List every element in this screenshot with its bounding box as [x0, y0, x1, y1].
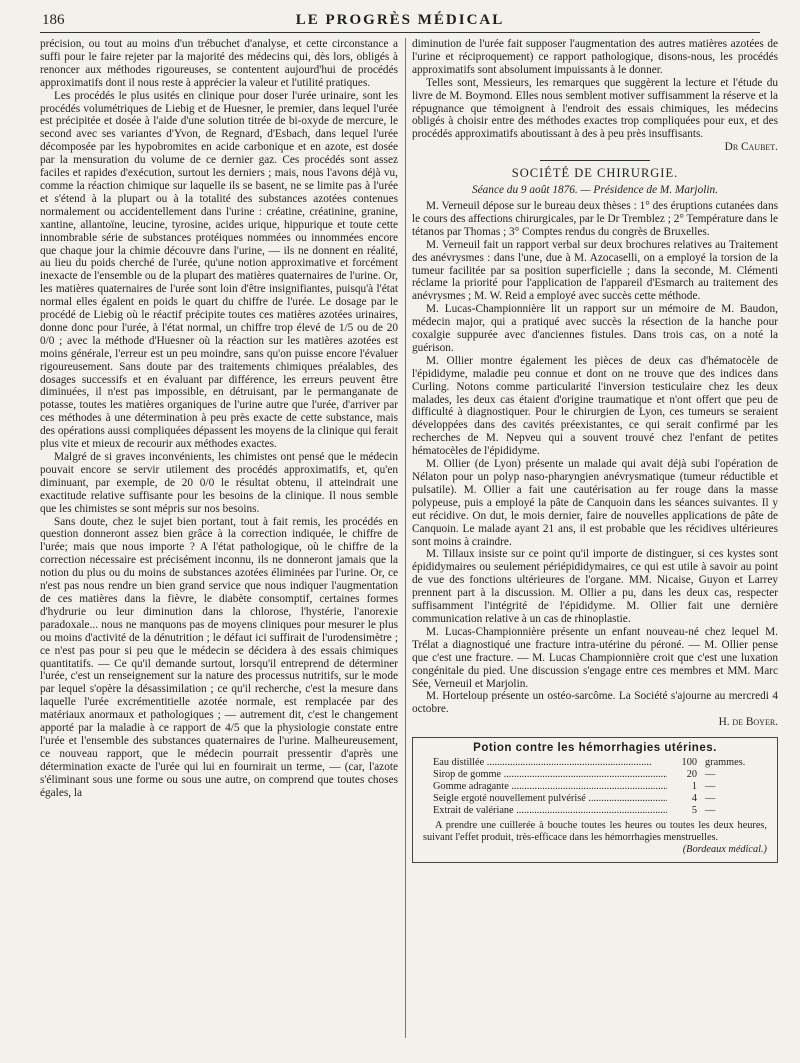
- ingredient-name: Extrait de valériane .....: [433, 805, 667, 817]
- ingredient-row: [423, 793, 767, 805]
- paragraph: M. Lucas-Championnière lit un rapport sur un mémoire de M. Baudon, médecin major, qui a pratiqué avec succès la résection de la hanche pour coxalgie suppurée avec d'anciennes fistules. Dans trois cas, on a noté la guérison.: [412, 303, 778, 354]
- paragraph: Malgré de si graves inconvénients, les chimistes ont pensé que le médecin pouvait encore se servir utilement des procédés approximatifs, et, qu'en diminuant, par exemple, de 20 0/0 le résultat obtenu, il atteindrait une exactitude relative suffisante pour les besoins de la clinique. Il nous semble que les chimistes se sont mépris sur nos besoins.: [40, 451, 398, 515]
- paragraph: M. Horteloup présente un ostéo-sarcôme. La Société s'ajourne au mercredi 4 octobre.: [412, 690, 778, 716]
- column-divider: [405, 38, 406, 1038]
- paragraph: diminution de l'urée fait supposer l'augmentation des autres matières azotées de l'urine et réciproquement) ce rapport pathologique, disons-nous, les procédés approximatifs sont absolument impuissants à le donner.: [412, 38, 778, 76]
- paragraph: Sans doute, chez le sujet bien portant, tout à fait remis, les procédés en question donneront assez bien grâce à la correction indiquée, le chiffre de l'urée; mais que nous importe ? A l'état pathologique, où le chiffre de la correction nécessaire est précisément inconnu, ils ne donneront jamais que la notion du plus ou du moins de substances azotées éliminées par l'urine. Or, ce n'est pas nous rendre un bien grand service que nous indiquer l'augmentation de ces matières dans la fièvre, le diabète consomptif, certaines formes d'hydrurie ou leur diminution dans la chlorose, l'hystérie, l'anorexie paradoxale... nous ne manquons pas de moyens cliniques pour mesurer le plus ou moins d'activité de la dénutrition ; le défaut ici suffirait de l'urodensimètre ; ce n'est pas pour si peu que le médecin se décidera à des essais chimiques quantitatifs. — Ce qu'il demande surtout, lorsqu'il entreprend de déterminer l'urée, c'est un renseignement sur la nature des processus nutritifs, sur le mode par lequel s'opère la désassimilation ; ce qu'il recherche, c'est la mesure dans laquelle l'urée excrémentitielle azotée normale, est remplacée par des matériaux anormaux et pathologiques ; — autrement dit, c'est le changement apporté par la maladie à ce rapport de 4/5 que la physiologie constate entre l'urée et l'ensemble des substances quaternaires de l'urine. Malheureusement, ce nouveau rapport, que le médecin pourrait pressentir d'après une détermination exacte de l'urée qui lui en fournirait un terme, — (car, l'azote s'éliminant sous une forme ou sous une autre, on comprend que toutes choses égales, la: [40, 515, 398, 799]
- recipe-box: [412, 737, 778, 863]
- recipe-source: (Bordeaux médical.): [682, 844, 767, 856]
- right-column: [412, 38, 778, 1043]
- ingredient-name: Gomme adragante .....: [433, 781, 667, 793]
- ingredient-name: Eau distillée .....: [433, 757, 667, 769]
- paragraph: précision, ou tout au moins d'un trébuchet d'analyse, et cette circonstance a suffi pour le faire rejeter par la majorité des médecins qui, dès lors, obligés à renoncer aux méthodes rigoureuses, se contentent aujourd'hui de procédés approximatifs dont il nous reste à apprécier la valeur et l'utilité pratiques.: [40, 38, 398, 89]
- ingredient-unit: —: [705, 793, 716, 805]
- page-header: [40, 8, 760, 33]
- ingredient-row: [423, 781, 767, 793]
- session-date: Séance du 9 août 1876. — Présidence de M. Marjolin.: [472, 184, 718, 197]
- session-line: [412, 184, 778, 197]
- ingredient-qty: 5: [691, 805, 697, 817]
- paragraph: M. Lucas-Championnière présente un enfant nouveau-né chez lequel M. Trélat a diagnostiqué une fracture intra-utérine du péroné. — M. Ollier pense que c'est une fracture. — M. Lucas Championnière croit que c'est une luxation congénitale du pied. Une discussion s'engage entre ces membres et MM. Marc Sée, Verneuil et Marjolin.: [412, 625, 778, 690]
- ingredient-unit: —: [705, 769, 716, 781]
- paragraph: M. Verneuil fait un rapport verbal sur deux brochures relatives au Traitement des anévrysmes : dans l'une, due à M. Azocaselli, on a employé la torsion de la tumeur facilitée par sa position superficielle ; dans la seconde, M. Clémenti réclame la priorité pour l'application de l'appareil d'Esmarch au traitement des anévrysmes ; M. W. Reid a employé avec succès cette méthode.: [412, 238, 778, 303]
- paragraph: M. Ollier (de Lyon) présente un malade qui avait déjà subi l'opération de Nélaton pour un polyp naso-pharyngien anévrysmatique (tumeur réductible et pulsatile). M. Ollier a fait une cautérisation au fer rouge dans la masse polypeuse, puis a employé la pâte de Canquoin dans les séances suivantes. Il y eut récidive. On dut, le mois dernier, faire de nouvelles applications de pâte de Canquoin. Le malade ayant 21 ans, il est probable que les récidives ultérieures sont moins à craindre.: [412, 458, 778, 548]
- ingredient-row: [423, 757, 767, 769]
- paragraph: M. Verneuil dépose sur le bureau deux thèses : 1° des éruptions cutanées dans le cours des affections chirurgicales, par le Dr Tremblez ; 2° Température dans le tétanos par Thomas ; 3° Comptes rendus du congrès de Bruxelles.: [412, 199, 778, 238]
- paragraph: Les procédés le plus usités en clinique pour doser l'urée urinaire, sont les procédés volumétriques de Liebig et de Huesner, le premier, dans lequel l'urée est précipitée et dosée à l'aide d'une solution titrée de bi-oxyde de mercure, le second avec ses variantes d'Yvon, de Regnard, d'Esbach, dans lequel l'urée décomposée par les hypobromites en acide carbonique et en azote, est dosée par la mensuration du volume de ce dernier gaz. Ces procédés sont assez faciles et rapides d'exécution, surtout les derniers ; mais, nous l'avons déjà vu, comme la réaction chimique sur laquelle ils se basent, ne se limite pas à l'urée et s'étend à la plupart ou à la totalité des substances azotées contenues normalement ou accidentellement dans l'urine : créatine, créatinine, granine, xantine, allantoïne, leucine, tyrosine, acides urique, hippurique et toute cette innombrable série de substances protéiques nommées ou innommées encore que chaque jour la chimie découvre dans l'urine, — ils ne donnent en réalité, au lieu du poids cherché de l'urée, qu'une notion approximative et forcément inexacte de l'ensemble ou de la plupart des matières quaternaires de l'urine. Or, les matières quaternaires de l'urée sont loin d'être insignifiantes, puisqu'à l'état normal elles égalent en poids le quart du chiffre de l'urée. Le dosage par le procédé de Liebig où le réactif précipite toutes ces matières azotées urinaires, donne donc pour l'urée, à l'état normal, un chiffre trop élevé de 1/5 ou de 20 0/0 ; avec la méthode d'Huesner où la réaction sur les matières azotées est moins générale, l'erreur est un peu moindre, sans qu'on puisse encore l'évaluer rigoureusement. Sans doute par des traitements chimiques préalables, des dosages successifs et en évaluant par différence, les erreurs peuvent être diminuées, il n'est pas impossible, en détruisant, par le permanganate de potasse, toutes les matières organiques de l'urine autre que l'urée, d'arriver par ces méthodes à une détermination à peu près exacte de cette substance, mais des opérations aussi compliquées dépassent les moyens de la clinique qui ferait plus vite et mieux de recourir aux méthodes exactes.: [40, 89, 398, 451]
- ingredient-unit: —: [705, 781, 716, 793]
- separator-rule: [540, 160, 650, 161]
- recipe-title: Potion contre les hémorrhagies utérines.: [473, 742, 717, 755]
- journal-title: LE PROGRÈS MÉDICAL: [295, 12, 505, 28]
- paragraph: M. Tillaux insiste sur ce point qu'il importe de distinguer, si ces kystes sont épididymaires ou seulement périépididymaires, ce qui est utile à savoir au point de vue des fonctions ultérieures de l'organe. MM. Nicaise, Guyon et Larrey prennent part à la discussion. M. Ollier a pu, dans les deux cas, respecter suffisamment l'intégrité de l'épididyme. M. Ollier fait une dernière communication relative à un cas de rhinoplastie.: [412, 548, 778, 625]
- ingredient-row: [423, 769, 767, 781]
- ingredient-name: Seigle ergoté nouvellement pulvérisé .....: [433, 793, 667, 805]
- ingredient-unit: —: [705, 805, 716, 817]
- ingredient-unit: grammes.: [705, 757, 746, 769]
- left-column: [40, 38, 398, 1043]
- recipe-instructions: A prendre une cuillerée à bouche toutes les heures ou toutes les deux heures, suivant l'effet produit, très-efficace dans les hémorrhagies menstruelles.: [423, 820, 767, 844]
- paragraph: Telles sont, Messieurs, les remarques que suggèrent la lecture et l'étude du livre de M. Boymond. Elles nous semblent motiver suffisamment la réserve et la répugnance que témoignent à l'endroit des essais chimiques, les médecins obligés à choisir entre des méthodes exactes trop compliquées pour eux, et des procédés approximatifs aboutissant à des à peu près insuffisants.: [412, 76, 778, 141]
- ingredient-qty: 1: [691, 781, 697, 793]
- paragraph: M. Ollier montre également les pièces de deux cas d'hématocèle de l'épididyme, maladie peu connue et dont on ne trouve que des indices dans Curling. Notons comme particularité l'inversion testiculaire chez les deux malades, les deux cas étaient d'origine traumatique et n'ont offert que peu de difficulté à diagnostiquer. Pour le chirurgien de Lyon, ces tumeurs se seraient développées dans des cavités préexistantes, ce qui serait confirmé par les recherches de M. Nepveu qui a souvent trouvé chez l'enfant de petites hématocèles de l'épididyme.: [412, 354, 778, 458]
- ingredient-qty: 4: [691, 793, 697, 805]
- ingredient-name: Sirop de gomme .....: [433, 769, 667, 781]
- author-signature: Dr Caubet.: [724, 141, 778, 154]
- page-number: 186: [42, 12, 65, 28]
- ingredient-qty: 20: [686, 769, 697, 781]
- section-title: SOCIÉTÉ DE CHIRURGIE.: [511, 166, 679, 181]
- ingredient-qty: 100: [681, 757, 697, 769]
- ingredient-row: [423, 805, 767, 817]
- secretary-signature: H. de Boyer.: [718, 716, 778, 729]
